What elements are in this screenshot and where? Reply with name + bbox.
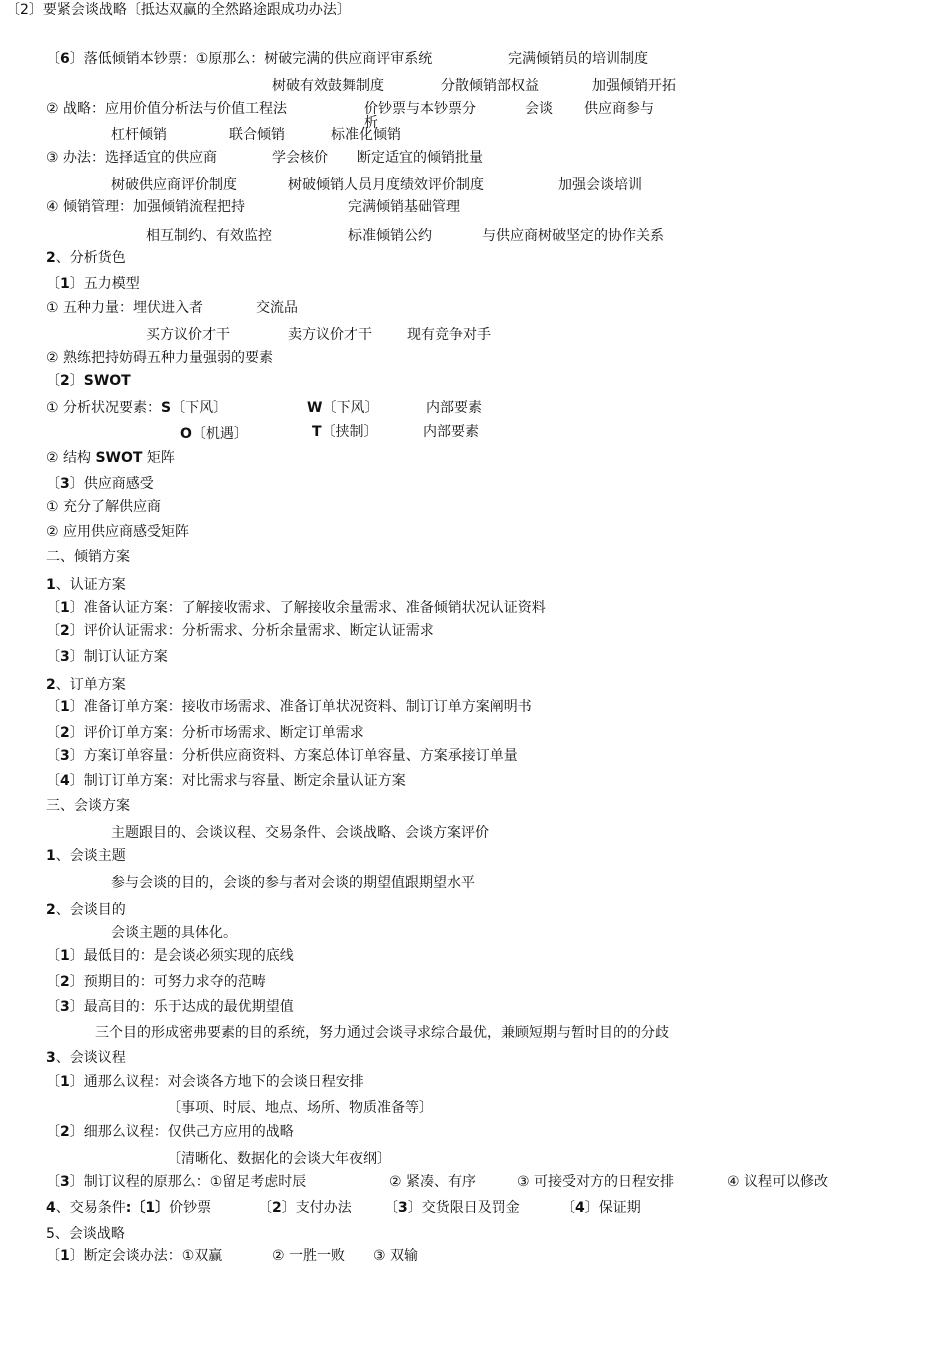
text-line: 加强倾销开拓	[592, 78, 676, 94]
text-line: 相互制约、有效监控	[146, 228, 272, 244]
text-line: 〔2〕评价订单方案：分析市场需求、断定订单需求	[46, 725, 364, 741]
subheading: 2、订单方案	[46, 677, 126, 693]
text-line: 〔1〕准备认证方案：了解接收需求、了解接收余量需求、准备倾销状况认证资料	[46, 600, 546, 616]
text-line: 〔3〕最高目的：乐于达成的最优期望值	[46, 999, 294, 1015]
text-line: 会谈	[525, 101, 553, 117]
text-line: 完满倾销员的培训制度	[508, 51, 648, 67]
text-line: ② 战略：应用价值分析法与价值工程法	[46, 101, 287, 117]
text-line: ④ 倾销管理：加强倾销流程把持	[46, 199, 246, 215]
text-line: 析	[364, 115, 378, 131]
text-line: 〔1〕五力模型	[46, 276, 140, 292]
text-line: 标准化倾销	[331, 127, 401, 143]
text-line: 〔3〕交货限日及罚金	[384, 1200, 520, 1216]
text-line: 内部要素	[423, 424, 479, 440]
text-line: 〔2〕SWOT	[46, 373, 131, 389]
text-line: 会谈主题的具体化。	[111, 925, 237, 941]
section-heading: 三、会谈方案	[46, 798, 130, 814]
text-line: 〔2〕评价认证需求：分析需求、分析余量需求、断定认证需求	[46, 623, 434, 639]
text-line: 〔4〕保证期	[561, 1200, 641, 1216]
text-line: 〔3〕方案订单容量：分析供应商资料、方案总体订单容量、方案承接订单量	[46, 748, 518, 764]
text-line: 〔2〕预期目的：可努力求夺的范畴	[46, 974, 266, 990]
text-line: ① 五种力量：埋伏进入者	[46, 300, 204, 316]
text-line: ② 结构 SWOT 矩阵	[46, 450, 175, 466]
text-line: ① 分析状况要素：S〔下风〕	[46, 400, 228, 416]
text-line: 供应商参与	[584, 101, 654, 117]
subheading: 5、会谈战略	[46, 1226, 125, 1242]
text-line: ② 紧凑、有序	[389, 1174, 477, 1190]
text-line: ③ 可接受对方的日程安排	[517, 1174, 675, 1190]
text-line: 完满倾销基础管理	[348, 199, 460, 215]
text-line: 主题跟目的、会谈议程、交易条件、会谈战略、会谈方案评价	[111, 825, 489, 841]
text-line: ③ 办法：选择适宜的供应商	[46, 150, 218, 166]
text-line: 〔2〕细那么议程：仅供己方应用的战略	[46, 1124, 294, 1140]
subheading: 2、会谈目的	[46, 902, 126, 918]
text-line: ② 一胜一败	[272, 1248, 346, 1264]
text-line: 卖方议价才干	[288, 327, 372, 343]
text-line: ① 充分了解供应商	[46, 499, 162, 515]
text-line: ② 熟练把持妨碍五种力量强弱的要素	[46, 350, 274, 366]
text-line: 内部要素	[426, 400, 482, 416]
text-line: 标准倾销公约	[348, 228, 432, 244]
text-line: 现有竞争对手	[407, 327, 491, 343]
subheading: 1、认证方案	[46, 577, 126, 593]
text-line: 〔1〕通那么议程：对会谈各方地下的会谈日程安排	[46, 1074, 364, 1090]
section-heading: 二、倾销方案	[46, 549, 130, 565]
text-line: 〔1〕最低目的：是会谈必须实现的底线	[46, 948, 294, 964]
text-line: 与供应商树破坚定的协作关系	[482, 228, 664, 244]
text-line: 〔2〕支付办法	[258, 1200, 352, 1216]
text-line: 买方议价才干	[146, 327, 230, 343]
text-line: 〔4〕制订订单方案：对比需求与容量、断定余量认证方案	[46, 773, 406, 789]
text-line: T〔挟制〕	[312, 424, 378, 440]
text-line: 联合倾销	[229, 127, 285, 143]
text-line: 〔事项、时辰、地点、场所、物质准备等〕	[167, 1100, 433, 1116]
text-line: 〔3〕制订议程的原那么：①留足考虑时辰	[46, 1174, 307, 1190]
text-line: 参与会谈的目的，会谈的参与者对会谈的期望值跟期望水平	[111, 875, 475, 891]
text-line: 三个目的形成密弗要素的目的系统，努力通过会谈寻求综合最优，兼顾短期与暂时目的的分歧	[95, 1025, 669, 1041]
text-line: W〔下风〕	[307, 400, 379, 416]
text-line: 树破供应商评价制度	[111, 177, 237, 193]
text-line: 〔3〕制订认证方案	[46, 649, 168, 665]
section-heading: 〔2〕要紧会谈战略〔抵达双赢的全然路途跟成功办法〕	[6, 2, 351, 18]
text-line: 价钞票与本钞票分	[364, 101, 476, 117]
text-line: 〔6〕落低倾销本钞票：①原那么：树破完满的供应商评审系统	[46, 51, 433, 67]
text-line: 断定适宜的倾销批量	[357, 150, 483, 166]
text-line: ④ 议程可以修改	[727, 1174, 829, 1190]
text-line: 杠杆倾销	[111, 127, 167, 143]
text-line: 〔3〕供应商感受	[46, 476, 154, 492]
text-line: 〔1〕断定会谈办法：①双赢	[46, 1248, 223, 1264]
subheading: 3、会谈议程	[46, 1050, 126, 1066]
text-line: 交流品	[256, 300, 298, 316]
text-line: ② 应用供应商感受矩阵	[46, 524, 190, 540]
subheading: 2、分析货色	[46, 250, 126, 266]
text-line: ③ 双输	[373, 1248, 419, 1264]
text-line: 树破有效鼓舞制度	[272, 78, 384, 94]
text-line: 树破倾销人员月度绩效评价制度	[288, 177, 484, 193]
text-line: 分散倾销部权益	[441, 78, 539, 94]
text-line: 〔1〕准备订单方案：接收市场需求、准备订单状况资料、制订订单方案阐明书	[46, 699, 532, 715]
subheading: 4、交易条件:〔1〕价钞票	[46, 1200, 212, 1216]
text-line: 加强会谈培训	[558, 177, 642, 193]
text-line: 〔清晰化、数据化的会谈大年夜纲〕	[167, 1151, 391, 1167]
text-line: 学会核价	[272, 150, 328, 166]
subheading: 1、会谈主题	[46, 848, 126, 864]
text-line: O〔机遇〕	[180, 426, 248, 442]
